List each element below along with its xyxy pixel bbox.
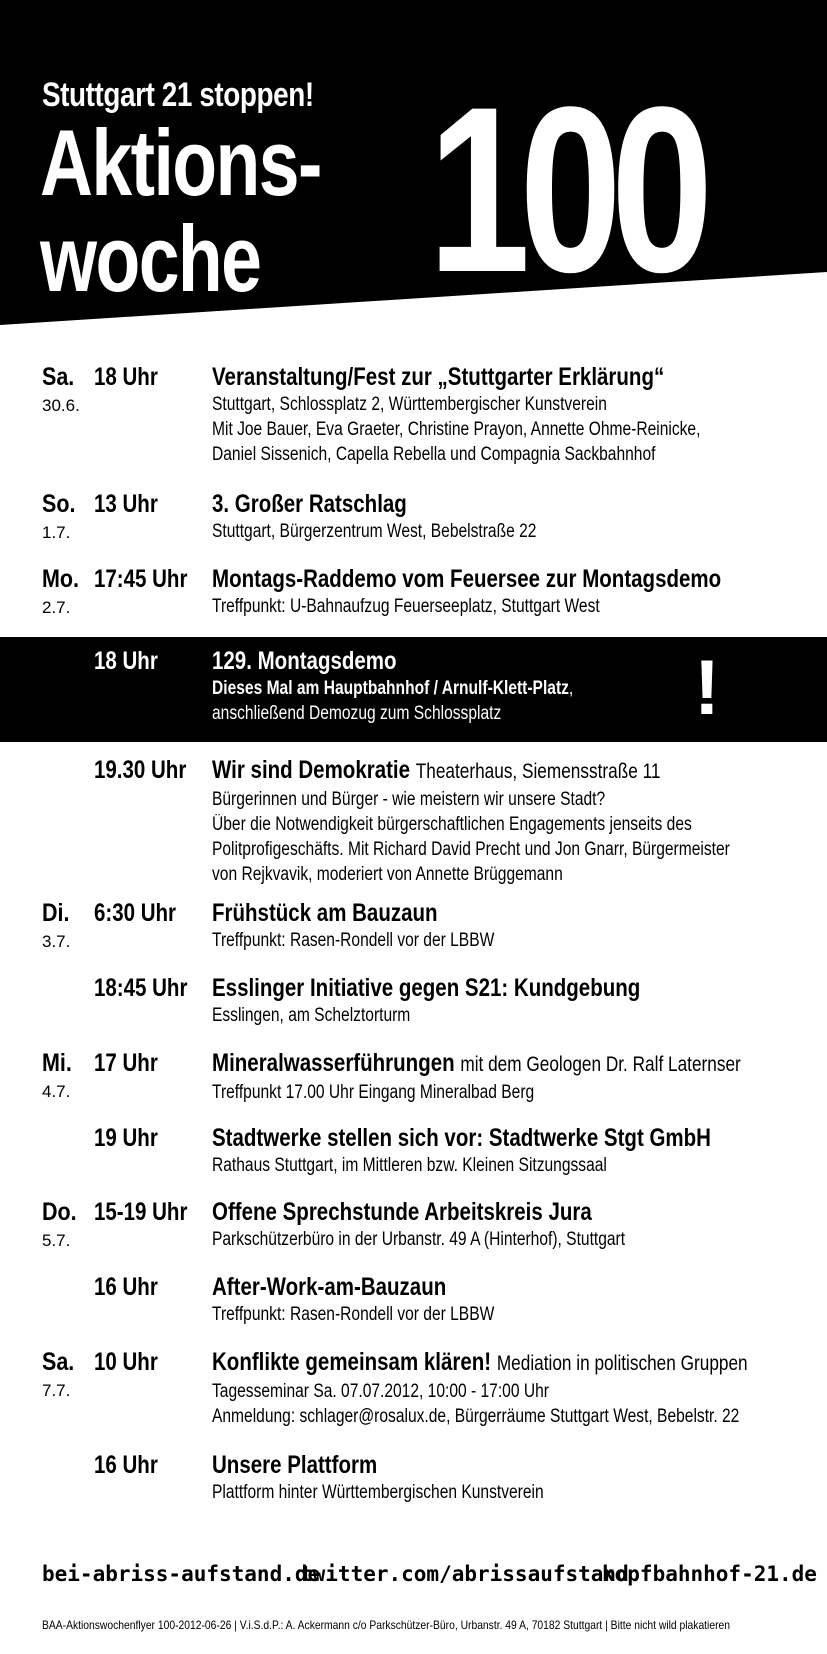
event-date: 1.7. xyxy=(42,523,71,542)
event-day: Do. xyxy=(42,1198,77,1226)
event-time: 19 Uhr xyxy=(94,1124,158,1152)
event-time: 10 Uhr xyxy=(94,1348,158,1376)
event-detail: Daniel Sissenich, Capella Rebella und Compagnia Sackbahnhof xyxy=(212,444,656,465)
event-detail: Über die Notwendigkeit bürgerschaftlichen Engagements jenseits des xyxy=(212,814,692,835)
event-detail: Tagesseminar Sa. 07.07.2012, 10:00 - 17:00 Uhr xyxy=(212,1381,549,1402)
event-title: Esslinger Initiative gegen S21: Kundgebung xyxy=(212,974,641,1002)
event-title-extra: mit dem Geologen Dr. Ralf Laternser xyxy=(460,1053,741,1076)
event-detail: Treffpunkt 17.00 Uhr Eingang Mineralbad Berg xyxy=(212,1082,535,1103)
comma: , xyxy=(568,678,574,699)
event-detail: Rathaus Stuttgart, im Mittleren bzw. Kleinen Sitzungssaal xyxy=(212,1155,607,1176)
event-time: 16 Uhr xyxy=(94,1451,158,1479)
event-detail: Bürgerinnen und Bürger - wie meistern wir unsere Stadt? xyxy=(212,789,606,810)
event-day: So. xyxy=(42,490,76,518)
highlight-event xyxy=(0,637,827,742)
event-location-bold: Dieses Mal am Hauptbahnhof / Arnulf-Klett-Platz xyxy=(212,678,569,699)
event-title: Veranstaltung/Fest zur „Stuttgarter Erklärung“ xyxy=(212,363,665,391)
exclamation-mark: ! xyxy=(694,643,720,731)
event-time: 18 Uhr xyxy=(94,363,158,391)
event-detail: Stuttgart, Schlossplatz 2, Württembergischer Kunstverein xyxy=(212,394,607,415)
event-title: Frühstück am Bauzaun xyxy=(212,899,438,927)
event-time: 16 Uhr xyxy=(94,1273,158,1301)
event-day: Di. xyxy=(42,899,70,927)
event-day: Sa. xyxy=(42,363,75,391)
event-time: 18:45 Uhr xyxy=(94,974,188,1002)
event-time: 17 Uhr xyxy=(94,1049,158,1077)
event-detail: Politprofigeschäfts. Mit Richard David Precht und Jon Gnarr, Bürgermeister xyxy=(212,839,730,860)
event-title: Montags-Raddemo vom Feuersee zur Montagsdemo xyxy=(212,565,722,593)
event-date: 4.7. xyxy=(42,1082,71,1101)
event-detail: Treffpunkt: Rasen-Rondell vor der LBBW xyxy=(212,1304,495,1325)
event-day: Mi. xyxy=(42,1049,72,1077)
event-time: 6:30 Uhr xyxy=(94,899,177,927)
event-detail: Parkschützerbüro in der Urbanstr. 49 A (Hinterhof), Stuttgart xyxy=(212,1229,626,1250)
event-date: 3.7. xyxy=(42,932,71,951)
event-detail: anschließend Demozug zum Schlossplatz xyxy=(212,703,502,724)
event-detail: Anmeldung: schlager@rosalux.de, Bürgerräume Stuttgart West, Bebelstr. 22 xyxy=(212,1406,740,1427)
event-detail: Esslingen, am Schelztorturm xyxy=(212,1005,411,1026)
event-title-extra: Theaterhaus, Siemensstraße 11 xyxy=(415,760,661,783)
event-title xyxy=(212,755,704,787)
subtitle: Stuttgart 21 stoppen! xyxy=(42,76,314,114)
event-title-text: Konflikte gemeinsam klären! xyxy=(212,1348,492,1376)
event-date: 5.7. xyxy=(42,1231,71,1250)
event-title xyxy=(212,1347,748,1379)
event-time: 19.30 Uhr xyxy=(94,756,187,784)
event-detail-bold xyxy=(212,676,704,701)
date-range: 30.6. - 8.7. xyxy=(760,105,798,268)
event-date: 30.6. xyxy=(42,396,80,415)
event-day: Mo. xyxy=(42,565,80,593)
event-time: 15-19 Uhr xyxy=(94,1198,188,1226)
twitter-link[interactable]: twitter.com/abrissaufstand xyxy=(300,1562,629,1586)
event-title: 129. Montagsdemo xyxy=(212,647,397,675)
event-title: Unsere Plattform xyxy=(212,1451,378,1479)
website-link[interactable]: bei-abriss-aufstand.de xyxy=(42,1562,321,1586)
event-title-text: Wir sind Demokratie xyxy=(212,756,411,784)
event-detail: Treffpunkt: Rasen-Rondell vor der LBBW xyxy=(212,930,495,951)
event-title: After-Work-am-Bauzaun xyxy=(212,1273,447,1301)
kopfbahnhof-link[interactable]: kopfbahnhof-21.de xyxy=(602,1562,817,1586)
event-time: 18 Uhr xyxy=(94,647,158,675)
event-title: 3. Großer Ratschlag xyxy=(212,490,407,518)
event-detail: Treffpunkt: U-Bahnaufzug Feuerseeplatz, Stuttgart West xyxy=(212,596,600,617)
event-title: Offene Sprechstunde Arbeitskreis Jura xyxy=(212,1198,592,1226)
imprint: BAA-Aktionswochenflyer 100-2012-06-26 | V.i.S.d.P.: A. Ackermann c/o Parkschützer-Büro, Urbanstr. 49 A, 70182 Stuttgart | Bitte nicht wild plakatieren xyxy=(42,1618,730,1632)
event-time: 13 Uhr xyxy=(94,490,158,518)
event-date: 7.7. xyxy=(42,1381,71,1400)
event-detail: Plattform hinter Württembergischen Kunstverein xyxy=(212,1482,544,1503)
event-title-extra: Mediation in politischen Gruppen xyxy=(496,1352,748,1375)
event-date: 2.7. xyxy=(42,598,71,617)
event-title xyxy=(212,1048,741,1080)
event-detail: von Rejkvavik, moderiert von Annette Brüggemann xyxy=(212,864,563,885)
title-line-2: woche xyxy=(40,206,261,311)
event-title: Stadtwerke stellen sich vor: Stadtwerke Stgt GmbH xyxy=(212,1124,711,1152)
edition-number: 100 xyxy=(428,58,703,322)
event-title-text: Mineralwasserführungen xyxy=(212,1049,455,1077)
event-detail: Stuttgart, Bürgerzentrum West, Bebelstraße 22 xyxy=(212,521,537,542)
event-detail: Mit Joe Bauer, Eva Graeter, Christine Prayon, Annette Ohme-Reinicke, xyxy=(212,419,701,440)
title-line-1: Aktions- xyxy=(40,110,321,215)
event-time: 17:45 Uhr xyxy=(94,565,188,593)
event-day: Sa. xyxy=(42,1348,75,1376)
